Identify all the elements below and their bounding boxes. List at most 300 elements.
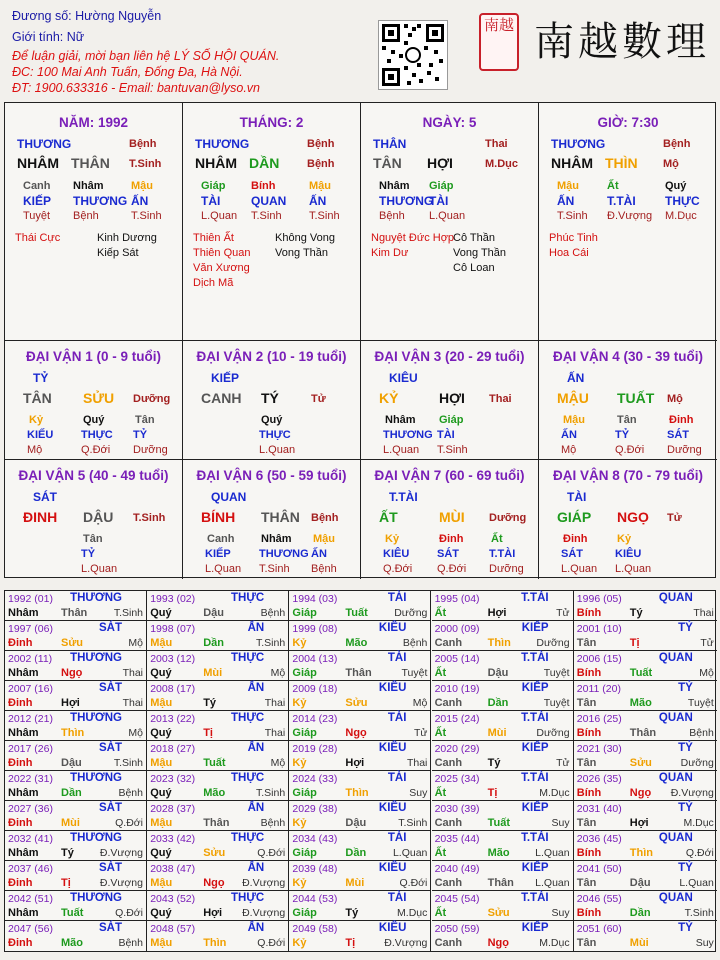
year-label: 1996 (05) [576,593,622,605]
year-stage: Đ.Vượng [242,877,286,889]
year-label: 2008 (17) [150,683,196,695]
pillar-title: NGÀY: 5 [422,115,477,130]
year-label: 1998 (07) [150,623,196,635]
pillar-main-star: THƯƠNG [195,137,250,151]
year-label: 2014 (23) [292,713,338,725]
year-branch: Tuất [487,817,510,829]
dai-van-hidden-stem: Quý [83,414,105,426]
year-stem: Giáp [292,787,317,799]
year-stage: Mộ [699,667,714,679]
year-stage: Mộ [270,667,286,679]
year-stage: Thai [122,697,143,709]
year-star: QUAN [658,652,693,664]
year-star: TÀI [387,592,407,604]
dai-van-hidden-stage: Q.Đới [383,563,413,575]
year-label: 2043 (52) [150,893,196,905]
dai-van-hidden-stage: L.Quan [205,563,242,575]
year-cell [574,921,717,951]
year-cell [147,591,289,621]
dai-van-branch: MÙI [439,509,465,525]
dai-van-hidden-stem: Đinh [439,533,464,545]
year-stage: T.Sinh [684,907,714,919]
gender: Giới tính: Nữ [12,30,85,44]
year-star: THỰC [231,772,265,784]
year-branch: Ngọ [345,727,367,739]
dai-van-hidden-star: THỰC [259,429,291,441]
year-label: 2016 (25) [576,713,622,725]
year-cell [289,711,431,741]
dai-van-cell [5,341,183,460]
year-label: 2023 (32) [150,773,196,785]
dai-van-star: QUAN [211,490,247,504]
pillar-hidden-stage: T.Sinh [557,210,588,222]
year-stem: Đinh [8,877,33,889]
year-label: 2012 (21) [8,713,53,725]
year-star: THỰC [231,592,265,604]
year-star: THƯƠNG [70,592,122,604]
year-star: TỶ [678,742,693,754]
year-label: 2032 (41) [8,833,53,845]
year-stem: Quý [150,727,172,739]
year-cell [574,681,717,711]
dai-van-hidden-stem: Đinh [563,533,588,545]
year-branch: Dần [61,787,82,799]
dai-van-cell [539,460,717,579]
year-star: T.TÀI [521,772,549,784]
dai-van-cell [539,341,717,460]
dai-van-cell [183,460,361,579]
year-cell [289,651,431,681]
year-branch: Tị [203,727,213,739]
year-stem: Quý [150,787,172,799]
year-cell [574,861,717,891]
dai-van-hidden-star: TÀI [437,429,455,441]
year-star: ẤN [247,802,265,814]
year-stem: Canh [434,817,463,829]
year-branch: Tị [345,937,356,949]
pillar-hidden-star: ẤN [557,194,575,208]
dai-van-hidden-stage: Mộ [561,444,577,456]
year-star: T.TÀI [521,712,549,724]
dai-van-title: ĐẠI VẬN 3 (20 - 29 tuổi) [374,349,525,364]
year-star: T.TÀI [521,652,549,664]
year-branch: Mùi [629,937,649,949]
year-star: KIÊU [378,622,407,634]
pillar-branch-stage: Bệnh [307,158,335,170]
pillar-hidden-stage: T.Sinh [251,210,282,222]
year-star: TÀI [387,712,407,724]
year-branch: Thân [203,817,230,829]
year-stem: Giáp [292,847,317,859]
year-star: TỶ [678,682,693,694]
year-stage: Tuyệt [543,667,570,679]
year-branch: Thìn [61,727,85,739]
year-cell [5,771,147,801]
year-branch: Thân [61,607,88,619]
year-stem: Quý [150,607,172,619]
year-stem: Tân [576,757,597,769]
year-label: 2013 (22) [150,713,196,725]
pillar-hidden-stage: Tuyệt [23,210,51,222]
year-stem: Ất [434,907,447,919]
year-branch: Dậu [61,757,82,769]
year-stem: Canh [434,937,463,949]
pillar-hidden-stem: Giáp [429,180,454,192]
year-stage: Suy [551,817,570,829]
year-cell [574,711,717,741]
year-stage: Dưỡng [536,637,570,649]
year-cell [574,591,717,621]
dai-van-hidden-stage: Dưỡng [133,444,168,456]
year-cell [5,681,147,711]
year-label: 2050 (59) [434,923,480,935]
year-stem: Giáp [292,727,317,739]
year-stem: Mậu [150,937,173,949]
year-stage: Q.Đới [257,847,286,859]
dai-van-hidden-stem: Đinh [669,414,694,426]
year-cell [147,891,289,921]
year-stage: Mộ [128,727,143,739]
year-cell [574,651,717,681]
pillar-star-good: Thái Cực [15,232,61,244]
year-cell [432,891,574,921]
year-stem: Tân [576,697,597,709]
year-star: THƯƠNG [70,892,122,904]
year-branch: Ngọ [203,877,225,889]
year-branch: Thìn [345,787,369,799]
year-label: 2038 (47) [150,863,196,875]
year-branch: Thìn [629,847,654,859]
pillar-title: GIỜ: 7:30 [597,115,659,130]
year-label: 1997 (06) [8,623,53,635]
year-label: 2003 (12) [150,653,196,665]
dai-van-cell [361,341,539,460]
pillar-hidden-stage: L.Quan [201,210,238,222]
year-branch: Ngọ [629,787,652,799]
dai-van-stage: Tử [667,512,682,524]
year-star: THỰC [231,712,265,724]
dai-van-stage: Dưỡng [133,393,171,405]
year-stem: Kỷ [292,817,307,829]
year-label: 1995 (04) [434,593,480,605]
year-label: 2044 (53) [292,893,338,905]
dai-van-title: ĐẠI VẬN 2 (10 - 19 tuổi) [196,349,347,364]
year-branch: Mùi [203,667,223,679]
dai-van-hidden-stage: L.Quan [81,563,118,575]
pillar-hidden-stem: Quý [665,180,687,192]
pillar-hidden-stem: Mậu [557,180,579,192]
year-stage: Thai [406,757,428,769]
year-stem: Canh [434,697,463,709]
year-stage: Tuyệt [687,697,714,709]
pillar-branch-stage: Mộ [663,158,679,170]
pillar-hidden-star: KIẾP [23,194,52,208]
pillar-star-good: Thiên Ất [193,232,234,244]
dai-van-stem: BÍNH [201,509,236,525]
year-branch: Hợi [61,697,80,709]
year-label: 2002 (11) [8,653,53,665]
year-star: THƯƠNG [70,832,122,844]
pillar-star-good: Thiên Quan [193,247,251,259]
year-cell [289,891,431,921]
dai-van-star: TỶ [33,371,49,385]
year-branch: Tý [487,757,501,769]
year-star: THƯƠNG [70,772,122,784]
year-cell [147,651,289,681]
year-star: KIẾP [521,742,549,754]
dai-van-cell [361,460,539,579]
year-label: 2021 (30) [576,743,622,755]
dai-van-hidden-stem: Kỷ [385,533,400,545]
year-stage: Dưỡng [680,757,714,769]
year-stem: Mậu [150,637,173,649]
dai-van-hidden-star: ẤN [311,548,327,560]
year-label: 2046 (55) [576,893,622,905]
year-stage: Q.Đới [115,907,143,919]
year-branch: Sửu [61,637,84,649]
dai-van-hidden-stem: Tân [83,533,103,545]
year-label: 2007 (16) [8,683,53,695]
dai-van-hidden-stem: Tân [617,414,637,426]
year-branch: Hợi [629,817,649,829]
dai-van-hidden-stage: Q.Đới [81,444,111,456]
pillar-hidden-stage: T.Sinh [131,210,162,222]
pillar-branch: THÌN [605,155,638,171]
pillar-stage: Bệnh [307,138,335,150]
bazi-chart [4,102,716,578]
pillar-hidden-stem: Ất [607,180,619,192]
year-star: T.TÀI [521,592,549,604]
year-stem: Mậu [150,697,173,709]
pillar-stem: NHÂM [551,155,593,171]
pillar-stem: NHÂM [17,155,59,171]
dai-van-hidden-stage: Mộ [27,444,43,456]
year-branch: Tuất [203,757,226,769]
year-label: 2041 (50) [576,863,622,875]
year-star: THƯƠNG [70,652,122,664]
year-cell [147,681,289,711]
year-stem: Tân [576,937,597,949]
year-branch: Mão [345,637,368,649]
pillar-star-good: Kim Dư [371,247,409,259]
year-stage: T.Sinh [113,607,143,619]
year-label: 2019 (28) [292,743,338,755]
year-branch: Thân [487,877,514,889]
year-label: 2035 (44) [434,833,480,845]
year-star: KIẾP [521,622,549,634]
dai-van-hidden-star: ẤN [561,429,577,441]
dai-van-stem: MẬU [557,390,589,406]
year-stem: Nhâm [8,847,39,859]
dai-van-star: T.TÀI [389,490,418,504]
year-star: KIÊU [378,802,407,814]
year-stem: Đinh [8,697,33,709]
dai-van-hidden-stem: Kỷ [29,414,44,426]
pillar-hidden-stem: Canh [23,180,51,192]
year-branch: Tý [203,697,217,709]
year-branch: Hợi [345,757,365,769]
brand-logo: 南越數理 [534,19,710,65]
year-branch: Dần [629,907,651,919]
phone-email[interactable]: ĐT: 1900.633316 - Email: bantuvan@lyso.vn [12,81,261,95]
year-cell [5,861,147,891]
dai-van-title: ĐẠI VẬN 7 (60 - 69 tuổi) [374,468,525,483]
year-label: 2015 (24) [434,713,480,725]
year-stem: Nhâm [8,787,39,799]
year-stem: Quý [150,667,172,679]
year-stage: Suy [551,907,570,919]
year-stage: Dưỡng [536,727,570,739]
year-stage: Tuyệt [401,667,428,679]
year-cell [5,711,147,741]
pillar-hidden-star: QUAN [251,194,287,208]
year-star: ẤN [247,922,265,934]
year-stage: Đ.Vượng [99,847,143,859]
year-stage: L.Quan [392,847,428,859]
year-branch: Dậu [487,667,509,679]
year-stage: M.Dục [683,817,714,829]
year-branch: Mão [487,847,510,859]
year-stage: T.Sinh [398,817,428,829]
year-stage: M.Dục [539,787,570,799]
year-stem: Nhâm [8,907,39,919]
pillar-main-star: THƯƠNG [17,137,72,151]
year-cell [289,801,431,831]
year-cell [574,741,717,771]
year-label: 1993 (02) [150,593,196,605]
year-branch: Ngọ [487,937,509,949]
year-label: 2030 (39) [434,803,480,815]
year-stage: Đ.Vượng [670,787,714,799]
year-stem: Tân [576,817,597,829]
dai-van-stage: T.Sinh [133,512,166,524]
pillar-hidden-stem: Nhâm [73,180,104,192]
year-stem: Đinh [8,817,33,829]
year-stem: Bính [576,667,602,679]
year-branch: Dần [487,697,509,709]
year-stage: Tử [556,757,570,769]
year-branch: Ngọ [61,667,83,679]
year-label: 2045 (54) [434,893,480,905]
year-stem: Đinh [8,937,33,949]
pillar-star-bad: Vong Thần [453,247,507,259]
year-stem: Đinh [8,757,33,769]
year-stage: Q.Đới [115,817,143,829]
pillar-star-bad: Vong Thần [275,247,329,259]
year-branch: Mão [629,697,652,709]
dai-van-stem: ĐINH [23,509,58,525]
year-star: T.TÀI [521,892,549,904]
year-cell [5,831,147,861]
year-branch: Sửu [487,907,510,919]
year-cell [147,741,289,771]
year-star: SÁT [99,802,122,814]
year-label: 2022 (31) [8,773,53,785]
pillar-star-bad: Không Vong [275,232,335,244]
year-label: 2033 (42) [150,833,196,845]
year-star: ẤN [247,742,265,754]
year-label: 1992 (01) [8,593,53,605]
dai-van-hidden-stem: Kỷ [617,533,632,545]
dai-van-hidden-star: KIẾU [27,429,54,441]
header [0,0,720,100]
year-branch: Dậu [345,817,367,829]
year-cell [574,771,717,801]
dai-van-hidden-stem: Ất [491,533,503,545]
pillar-hidden-stage: L.Quan [429,210,466,222]
pillar-hidden-stem: Giáp [201,180,226,192]
dai-van-hidden-stage: L.Quan [561,563,598,575]
year-stem: Giáp [292,667,317,679]
year-stem: Quý [150,847,172,859]
year-stem: Ất [434,787,447,799]
dai-van-hidden-star: KIÊU [383,548,410,560]
dai-van-branch: HỢI [439,390,465,406]
dai-van-stage: Bệnh [311,512,339,524]
dai-van-hidden-star: TỶ [615,429,630,441]
year-stage: Q.Đới [685,847,714,859]
year-stage: L.Quan [535,847,570,859]
year-star: KIÊU [378,742,407,754]
pillar-hidden-star: TÀI [201,194,221,208]
pillar-title: NĂM: 1992 [58,115,129,130]
year-stage: Suy [695,937,714,949]
year-branch: Mùi [487,727,507,739]
pillar-year [5,103,183,341]
year-label: 2047 (56) [8,923,53,935]
pillar-star-good: Dịch Mã [193,277,234,289]
dai-van-hidden-stage: L.Quan [615,563,652,575]
dai-van-title: ĐẠI VẬN 8 (70 - 79 tuổi) [552,468,704,483]
dai-van-hidden-stage: T.Sinh [437,444,468,456]
dai-van-star: SÁT [33,490,57,504]
year-cell [432,711,574,741]
dai-van-hidden-stage: Dưỡng [489,563,524,575]
year-stage: Dưỡng [394,607,428,619]
year-stem: Nhâm [8,607,39,619]
dai-van-title: ĐẠI VẬN 1 (0 - 9 tuổi) [25,349,161,364]
year-stage: Đ.Vượng [384,937,428,949]
year-stem: Mậu [150,877,173,889]
dai-van-hidden-star: TỶ [133,429,148,441]
year-stem: Kỷ [292,697,307,709]
year-stage: Bệnh [689,727,714,739]
pillar-hidden-stage: M.Dục [665,210,697,222]
year-cell [147,711,289,741]
year-stem: Giáp [292,907,317,919]
dai-van-hidden-star: THƯƠNG [383,429,433,441]
address: ĐC: 100 Mai Anh Tuấn, Đống Đa, Hà Nội. [12,65,243,79]
year-star: THƯƠNG [70,712,122,724]
dai-van-hidden-star: SÁT [437,548,459,560]
year-label: 2028 (37) [150,803,196,815]
year-star: KIẾP [521,682,549,694]
year-star: KIÊU [378,862,407,874]
pillar-star-bad: Kiếp Sát [97,247,139,259]
year-stage: Mộ [270,757,286,769]
dai-van-branch: SỬU [83,390,115,406]
dai-van-hidden-stage: T.Sinh [259,563,290,575]
year-cell [289,681,431,711]
year-branch: Dậu [629,877,651,889]
year-stem: Tân [576,637,597,649]
year-branch: Tuất [345,607,368,619]
pillar-hidden-stage: Bệnh [379,210,405,222]
dai-van-hidden-stem: Mậu [563,414,585,426]
year-label: 2009 (18) [292,683,338,695]
pillar-star-good: Văn Xương [193,262,250,274]
pillar-hidden-stem: Mậu [309,180,331,192]
